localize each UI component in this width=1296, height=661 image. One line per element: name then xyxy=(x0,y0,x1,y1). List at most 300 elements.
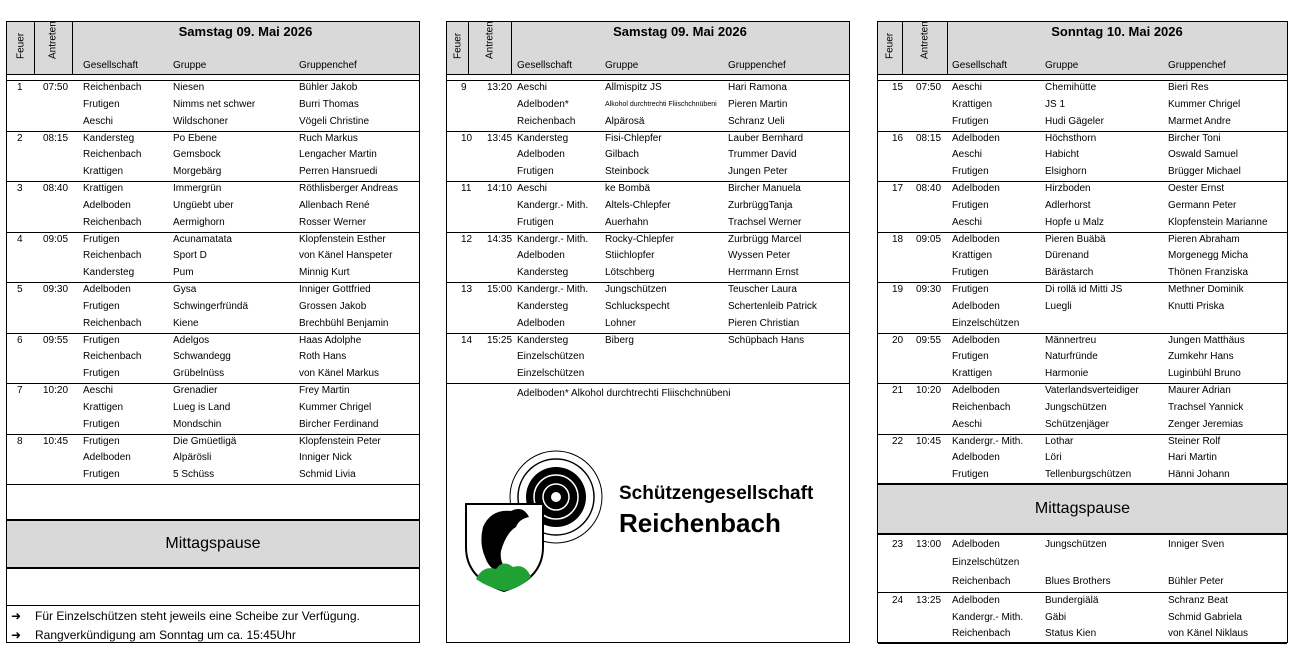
table-row xyxy=(878,554,1287,571)
gruppenchef-cell: Bircher Toni xyxy=(1168,132,1221,144)
gruppe-cell: Gemsbock xyxy=(173,149,221,161)
gruppe-cell: Lötschberg xyxy=(605,267,655,279)
gesellschaft-cell: Adelboden xyxy=(83,199,131,211)
gesellschaft-cell: Frutigen xyxy=(83,98,120,110)
gesellschaft-cell: Einzelschützen xyxy=(952,317,1020,329)
gesellschaft-cell: Reichenbach xyxy=(83,317,142,329)
gruppenchef-cell: Marmet Andre xyxy=(1168,115,1231,127)
feuer-number: 5 xyxy=(17,284,23,295)
panel-header xyxy=(878,22,1287,75)
gruppe-cell: Rocky-Chlepfer xyxy=(605,233,674,245)
gruppenchef-cell: Roth Hans xyxy=(299,351,347,363)
shooting-group xyxy=(7,383,419,435)
table-row xyxy=(878,113,1287,130)
gruppenchef-cell: Frey Martin xyxy=(299,385,350,396)
table-row xyxy=(7,315,419,332)
table-row xyxy=(447,281,849,298)
table-row xyxy=(878,214,1287,231)
gruppenchef-cell: Bircher Manuela xyxy=(728,183,801,194)
feuer-header-cell xyxy=(878,22,903,74)
gruppe-cell: JS 1 xyxy=(1045,98,1066,110)
shooting-group xyxy=(878,181,1287,233)
gruppe-cell: Dürenand xyxy=(1045,250,1089,262)
feuer-number: 6 xyxy=(17,334,23,346)
gruppe-cell: Immergrün xyxy=(173,183,222,194)
gesellschaft-cell: Adelboden xyxy=(517,250,565,262)
table-row xyxy=(878,365,1287,382)
gesellschaft-cell: Kandersteg xyxy=(517,267,569,279)
shooting-group xyxy=(7,333,419,385)
gruppenchef-cell: Schranz Beat xyxy=(1168,595,1229,606)
table-row xyxy=(7,130,419,147)
antreten-label: Antreten xyxy=(919,21,930,59)
gesellschaft-cell: Adelboden xyxy=(952,300,1000,312)
gruppe-cell: Schluckspecht xyxy=(605,300,670,312)
gruppenchef-cell: Germann Peter xyxy=(1168,199,1237,211)
gruppe-cell: Männertreu xyxy=(1045,334,1097,346)
gesellschaft-cell: Adelboden xyxy=(952,132,1000,144)
gruppenchef-cell: Schertenleib Patrick xyxy=(728,300,817,312)
gesellschaft-cell: Aeschi xyxy=(83,385,114,396)
column-header-gruppe: Gruppe xyxy=(605,60,639,71)
table-row xyxy=(878,449,1287,466)
table-row xyxy=(447,96,849,113)
gruppe-cell: 5 Schüss xyxy=(173,469,215,481)
gesellschaft-cell: Aeschi xyxy=(952,149,983,161)
feuer-number: 12 xyxy=(461,233,473,245)
gruppenchef-cell: Hari Ramona xyxy=(728,82,787,93)
gruppenchef-cell: Vögeli Christine xyxy=(299,115,370,127)
gruppe-cell: Stiichlopfer xyxy=(605,250,655,262)
footer-line xyxy=(7,605,419,606)
gesellschaft-cell: Krattigen xyxy=(952,368,993,380)
gruppe-cell: Sport D xyxy=(173,250,207,262)
table-row xyxy=(878,399,1287,416)
table-row xyxy=(7,79,419,96)
gruppe-cell: Gäbi xyxy=(1045,611,1067,623)
gesellschaft-cell: Adelboden xyxy=(83,452,131,464)
club-name-line1: Schützengesellschaft xyxy=(619,483,814,504)
gruppenchef-cell: Trummer David xyxy=(728,149,797,161)
gesellschaft-cell: Reichenbach xyxy=(83,351,142,363)
antreten-time: 10:20 xyxy=(43,385,69,396)
gesellschaft-cell: Krattigen xyxy=(83,401,124,413)
antreten-time: 09:05 xyxy=(43,233,69,245)
gesellschaft-cell: Krattigen xyxy=(83,166,124,178)
antreten-time: 08:40 xyxy=(916,183,942,194)
table-row xyxy=(878,466,1287,483)
gruppe-cell: Harmonie xyxy=(1045,368,1089,380)
antreten-time: 13:20 xyxy=(487,82,513,93)
shooting-group xyxy=(878,282,1287,334)
table-row xyxy=(7,449,419,466)
antreten-time: 07:50 xyxy=(916,82,942,93)
gesellschaft-cell: Frutigen xyxy=(83,334,120,346)
panel-title: Samstag 09. Mai 2026 xyxy=(178,24,313,39)
column-header-gruppe: Gruppe xyxy=(1045,60,1079,71)
gesellschaft-cell: Reichenbach xyxy=(83,82,142,93)
gruppe-cell: ke Bombä xyxy=(605,183,651,194)
feuer-number: 13 xyxy=(461,284,473,295)
gesellschaft-cell: Krattigen xyxy=(952,98,993,110)
gesellschaft-cell: Adelboden xyxy=(952,183,1000,194)
gruppenchef-cell: Inniger Gottfried xyxy=(299,284,371,295)
feuer-number: 14 xyxy=(461,334,473,346)
antreten-time: 13:00 xyxy=(916,539,942,550)
gruppenchef-cell: Zumkehr Hans xyxy=(1168,351,1234,363)
feuer-number: 4 xyxy=(17,233,23,245)
table-row xyxy=(7,365,419,382)
gruppe-cell: Jungschützen xyxy=(1045,401,1107,413)
table-row xyxy=(7,96,419,113)
gruppe-cell: Luegli xyxy=(1045,300,1072,312)
antreten-time: 15:25 xyxy=(487,334,513,346)
gesellschaft-cell: Adelboden xyxy=(952,334,1000,346)
gesellschaft-cell: Frutigen xyxy=(83,435,120,447)
gruppe-cell: Grübelnüss xyxy=(173,368,225,380)
gesellschaft-cell: Frutigen xyxy=(952,284,989,295)
antreten-time: 09:55 xyxy=(43,334,69,346)
gesellschaft-cell: Frutigen xyxy=(952,267,989,279)
antreten-time: 15:00 xyxy=(487,284,513,295)
shooting-group xyxy=(878,333,1287,385)
table-row xyxy=(878,163,1287,180)
gesellschaft-cell: Kandersteg xyxy=(517,132,569,144)
gruppe-cell: Habicht xyxy=(1045,149,1079,161)
footnote-text: Rangverkündigung am Sonntag um ca. 15:45Uhr xyxy=(35,628,296,642)
table-row xyxy=(878,79,1287,96)
gesellschaft-cell: Einzelschützen xyxy=(952,557,1020,569)
antreten-header-cell xyxy=(902,22,948,74)
feuer-label: Feuer xyxy=(452,32,463,59)
table-row xyxy=(878,625,1287,642)
gruppenchef-cell: Methner Dominik xyxy=(1168,284,1244,295)
shooting-group xyxy=(447,80,849,132)
shooting-group xyxy=(878,383,1287,435)
gruppe-cell: Schützenjäger xyxy=(1045,418,1109,430)
gesellschaft-cell: Adelboden xyxy=(952,539,1000,550)
gruppe-cell: Biberg xyxy=(605,334,634,346)
feuer-number: 3 xyxy=(17,183,23,194)
gesellschaft-cell: Reichenbach xyxy=(952,575,1011,587)
antreten-time: 08:15 xyxy=(916,132,942,144)
gruppenchef-cell: Bieri Res xyxy=(1168,82,1209,93)
table-row xyxy=(447,79,849,96)
gruppenchef-cell: Zurbrügg Marcel xyxy=(728,233,802,245)
table-row xyxy=(878,609,1287,626)
gruppenchef-cell: Pieren Christian xyxy=(728,317,800,329)
gesellschaft-cell: Adelboden xyxy=(952,452,1000,464)
gesellschaft-cell: Kandersteg xyxy=(83,132,135,144)
gruppenchef-cell: Brechbühl Benjamin xyxy=(299,317,389,329)
schedule-panel-sunday xyxy=(877,21,1288,643)
gruppe-cell: Jungschützen xyxy=(605,284,667,295)
gruppenchef-cell: Thönen Franziska xyxy=(1168,267,1249,279)
table-row xyxy=(447,163,849,180)
gesellschaft-cell: Kandergr.- Mith. xyxy=(952,435,1024,447)
table-row xyxy=(7,247,419,264)
table-row xyxy=(7,146,419,163)
gruppenchef-cell: Inniger Sven xyxy=(1168,539,1225,550)
gruppenchef-cell: Perren Hansruedi xyxy=(299,166,378,178)
gruppenchef-cell: Teuscher Laura xyxy=(728,284,797,295)
feuer-number: 11 xyxy=(461,183,472,194)
table-row xyxy=(878,298,1287,315)
gruppenchef-cell: Herrmann Ernst xyxy=(728,267,799,279)
gruppe-cell: Acunamatata xyxy=(173,233,232,245)
feuer-number: 7 xyxy=(17,385,23,396)
gruppe-cell: Hopfe u Malz xyxy=(1045,216,1104,228)
gesellschaft-cell: Kandergr.- Mith. xyxy=(517,284,589,295)
gruppe-cell: Höchsthorn xyxy=(1045,132,1097,144)
gruppenchef-cell: Bircher Ferdinand xyxy=(299,418,379,430)
gruppenchef-cell: von Känel Hanspeter xyxy=(299,250,393,262)
antreten-time: 13:25 xyxy=(916,595,942,606)
gruppe-cell: Elsighorn xyxy=(1045,166,1087,178)
table-row xyxy=(878,382,1287,399)
gruppe-cell: Alpärösli xyxy=(173,452,212,464)
gruppenchef-cell: Morgenegg Micha xyxy=(1168,250,1249,262)
gruppe-cell: Gysa xyxy=(173,284,197,295)
table-row xyxy=(878,264,1287,281)
gesellschaft-cell: Reichenbach xyxy=(952,628,1011,640)
feuer-number: 19 xyxy=(892,284,904,295)
gruppe-cell: Löri xyxy=(1045,452,1062,464)
gesellschaft-cell: Adelboden xyxy=(952,385,1000,396)
table-row xyxy=(7,231,419,248)
table-row xyxy=(447,113,849,130)
gruppenchef-cell: Klopfenstein Peter xyxy=(299,435,381,447)
gruppenchef-cell: Rosser Werner xyxy=(299,216,367,228)
gruppenchef-cell: Knutti Priska xyxy=(1168,300,1225,312)
gesellschaft-cell: Frutigen xyxy=(83,418,120,430)
table-row xyxy=(447,231,849,248)
gruppenchef-cell: Jungen Matthäus xyxy=(1168,334,1245,346)
gruppenchef-cell: Maurer Adrian xyxy=(1168,385,1231,396)
gruppe-cell: Pum xyxy=(173,267,194,279)
gruppe-cell: Schwingerfründä xyxy=(173,300,249,312)
gruppe-cell: Morgebärg xyxy=(173,166,222,178)
table-row xyxy=(447,180,849,197)
gesellschaft-cell: Krattigen xyxy=(952,250,993,262)
feuer-number: 20 xyxy=(892,334,904,346)
gruppe-cell: Fisi-Chlepfer xyxy=(605,132,662,144)
gruppenchef-cell: von Känel Niklaus xyxy=(1168,628,1249,640)
antreten-time: 14:35 xyxy=(487,233,513,245)
gruppenchef-cell: Allenbach René xyxy=(299,199,370,211)
gruppe-cell: Status Kien xyxy=(1045,628,1097,640)
gesellschaft-cell: Einzelschützen xyxy=(517,368,585,380)
table-row xyxy=(7,399,419,416)
table-row xyxy=(447,197,849,214)
gruppenchef-cell: Pieren Abraham xyxy=(1168,233,1240,245)
table-row xyxy=(878,247,1287,264)
table-row xyxy=(878,180,1287,197)
footnote-text: Für Einzelschützen steht jeweils eine Scheibe zur Verfügung. xyxy=(35,609,360,623)
table-row xyxy=(7,433,419,450)
antreten-label: Antreten xyxy=(47,21,59,59)
feuer-number: 8 xyxy=(17,435,23,447)
panel-title: Samstag 09. Mai 2026 xyxy=(613,24,747,39)
gruppenchef-cell: Oswald Samuel xyxy=(1168,149,1239,161)
antreten-time: 13:45 xyxy=(487,132,513,144)
gesellschaft-cell: Adelboden* xyxy=(517,98,569,110)
shooting-group xyxy=(447,181,849,233)
table-row xyxy=(878,348,1287,365)
gruppe-cell: Steinbock xyxy=(605,166,649,178)
table-row xyxy=(7,416,419,433)
gruppenchef-cell: Haas Adolphe xyxy=(299,334,362,346)
gesellschaft-cell: Adelboden xyxy=(517,317,565,329)
panel-header xyxy=(7,22,419,75)
arrow-icon: ➜ xyxy=(11,609,22,623)
gruppe-cell: Bärästarch xyxy=(1045,267,1094,279)
gruppe-cell: Chemihütte xyxy=(1045,82,1097,93)
table-row xyxy=(878,416,1287,433)
table-row xyxy=(7,382,419,399)
column-header-gruppenchef: Gruppenchef xyxy=(1168,60,1226,71)
antreten-header-cell xyxy=(468,22,512,74)
club-name-line2: Reichenbach xyxy=(619,508,781,538)
feuer-number: 23 xyxy=(892,539,904,550)
gesellschaft-cell: Reichenbach xyxy=(952,401,1011,413)
antreten-label: Antreten xyxy=(484,21,495,59)
gruppenchef-cell: Oester Ernst xyxy=(1168,183,1225,194)
gruppenchef-cell: Schmid Livia xyxy=(299,469,356,481)
shooting-group xyxy=(878,131,1287,183)
feuer-number: 2 xyxy=(17,132,23,144)
gesellschaft-cell: Adelboden xyxy=(952,595,1000,606)
gruppe-cell: Blues Brothers xyxy=(1045,575,1111,587)
gruppe-cell: Pieren Buäbä xyxy=(1045,233,1106,245)
gruppe-cell: Niesen xyxy=(173,82,205,93)
shooting-group xyxy=(878,537,1287,593)
gruppenchef-cell: Jungen Peter xyxy=(728,166,788,178)
gesellschaft-cell: Frutigen xyxy=(517,166,554,178)
gesellschaft-cell: Frutigen xyxy=(83,469,120,481)
antreten-time: 09:30 xyxy=(43,284,69,295)
column-header-gesellschaft: Gesellschaft xyxy=(952,60,1008,71)
gruppenchef-cell: Burri Thomas xyxy=(299,98,359,110)
gruppenchef-cell: Pieren Martin xyxy=(728,98,788,110)
gruppe-cell: Vaterlandsverteidiger xyxy=(1045,385,1139,396)
gesellschaft-cell: Kandergr.- Mith. xyxy=(517,233,589,245)
antreten-time: 07:50 xyxy=(43,82,69,93)
gesellschaft-cell: Kandergr.- Mith. xyxy=(952,611,1024,623)
column-header-gesellschaft: Gesellschaft xyxy=(83,60,139,71)
gruppe-cell: Adelgos xyxy=(173,334,210,346)
feuer-number: 17 xyxy=(892,183,904,194)
gesellschaft-cell: Frutigen xyxy=(952,199,989,211)
table-row xyxy=(7,214,419,231)
gruppenchef-cell: Klopfenstein Marianne xyxy=(1168,216,1268,228)
shooting-group xyxy=(878,232,1287,284)
gruppenchef-cell: Steiner Rolf xyxy=(1168,435,1221,447)
lunch-break-banner: Mittagspause xyxy=(7,519,419,569)
gruppenchef-cell: von Känel Markus xyxy=(299,368,380,380)
feuer-number: 10 xyxy=(461,132,473,144)
gruppenchef-cell: Kummer Chrigel xyxy=(1168,98,1241,110)
antreten-header-cell xyxy=(34,22,73,74)
feuer-number: 24 xyxy=(892,595,904,606)
gruppe-cell: Wildschoner xyxy=(173,115,229,127)
feuer-number: 21 xyxy=(892,385,904,396)
shooting-group xyxy=(7,80,419,132)
gruppe-cell: Allmispitz JS xyxy=(605,82,662,93)
panel-title: Sonntag 10. Mai 2026 xyxy=(1051,24,1183,39)
gruppe-cell: Hudi Gägeler xyxy=(1045,115,1104,127)
gruppenchef-cell: Schranz Ueli xyxy=(728,115,785,127)
feuer-number: 18 xyxy=(892,233,904,245)
gruppenchef-cell: Hari Martin xyxy=(1168,452,1217,464)
coat-of-arms-icon xyxy=(466,504,543,591)
gesellschaft-cell: Aeschi xyxy=(952,418,983,430)
gruppe-cell: Aermighorn xyxy=(173,216,225,228)
gesellschaft-cell: Adelboden xyxy=(517,149,565,161)
shooting-group xyxy=(878,80,1287,132)
table-row xyxy=(878,281,1287,298)
gesellschaft-cell: Reichenbach xyxy=(83,216,142,228)
gesellschaft-cell: Aeschi xyxy=(517,183,548,194)
antreten-time: 09:55 xyxy=(916,334,942,346)
gesellschaft-cell: Reichenbach xyxy=(83,250,142,262)
gruppenchef-cell: Schmid Gabriela xyxy=(1168,611,1242,623)
table-row xyxy=(447,146,849,163)
table-row xyxy=(878,96,1287,113)
gruppenchef-cell: Bühler Jakob xyxy=(299,82,358,93)
shooting-group xyxy=(7,232,419,284)
gruppe-cell: Tellenburgschützen xyxy=(1045,469,1132,481)
table-row xyxy=(447,315,849,332)
gruppe-cell: Adlerhorst xyxy=(1045,199,1091,211)
feuer-header-cell xyxy=(7,22,35,74)
footnote-adelboden: Adelboden* Alkohol durchtrechti Fliischchnübeni xyxy=(517,388,731,399)
gruppe-cell: Alkohol durchtrechti Fliischchnübeni xyxy=(605,100,717,108)
gruppe-cell: Lohner xyxy=(605,317,637,329)
gruppenchef-cell: Trachsel Werner xyxy=(728,216,802,228)
shooting-group xyxy=(878,434,1287,486)
gruppenchef-cell: Ruch Markus xyxy=(299,132,358,144)
feuer-number: 1 xyxy=(17,82,23,93)
antreten-time: 09:05 xyxy=(916,233,942,245)
gruppenchef-cell: ZurbrüggTanja xyxy=(728,199,793,211)
feuer-number: 15 xyxy=(892,82,904,93)
shooting-group xyxy=(7,131,419,183)
gesellschaft-cell: Frutigen xyxy=(83,368,120,380)
table-row xyxy=(7,163,419,180)
arrow-icon: ➜ xyxy=(11,628,22,642)
table-row xyxy=(878,231,1287,248)
shooting-group xyxy=(878,593,1287,644)
gruppenchef-cell: Luginbühl Bruno xyxy=(1168,368,1241,380)
gruppenchef-cell: Röthlisberger Andreas xyxy=(299,183,398,194)
column-header-gesellschaft: Gesellschaft xyxy=(517,60,573,71)
table-row xyxy=(878,573,1287,590)
table-row xyxy=(447,332,849,349)
gesellschaft-cell: Kandergr.- Mith. xyxy=(517,199,589,211)
table-row xyxy=(447,247,849,264)
gruppe-cell: Auerhahn xyxy=(605,216,649,228)
table-row xyxy=(7,466,419,483)
club-logo xyxy=(461,447,611,597)
feuer-label: Feuer xyxy=(884,32,896,59)
gruppe-cell: Alpärosä xyxy=(605,115,645,127)
gruppenchef-cell: Lengacher Martin xyxy=(299,149,377,161)
table-row xyxy=(7,348,419,365)
gruppe-cell: Altels-Chlepfer xyxy=(605,199,671,211)
table-row xyxy=(447,214,849,231)
gesellschaft-cell: Kandersteg xyxy=(517,334,569,346)
